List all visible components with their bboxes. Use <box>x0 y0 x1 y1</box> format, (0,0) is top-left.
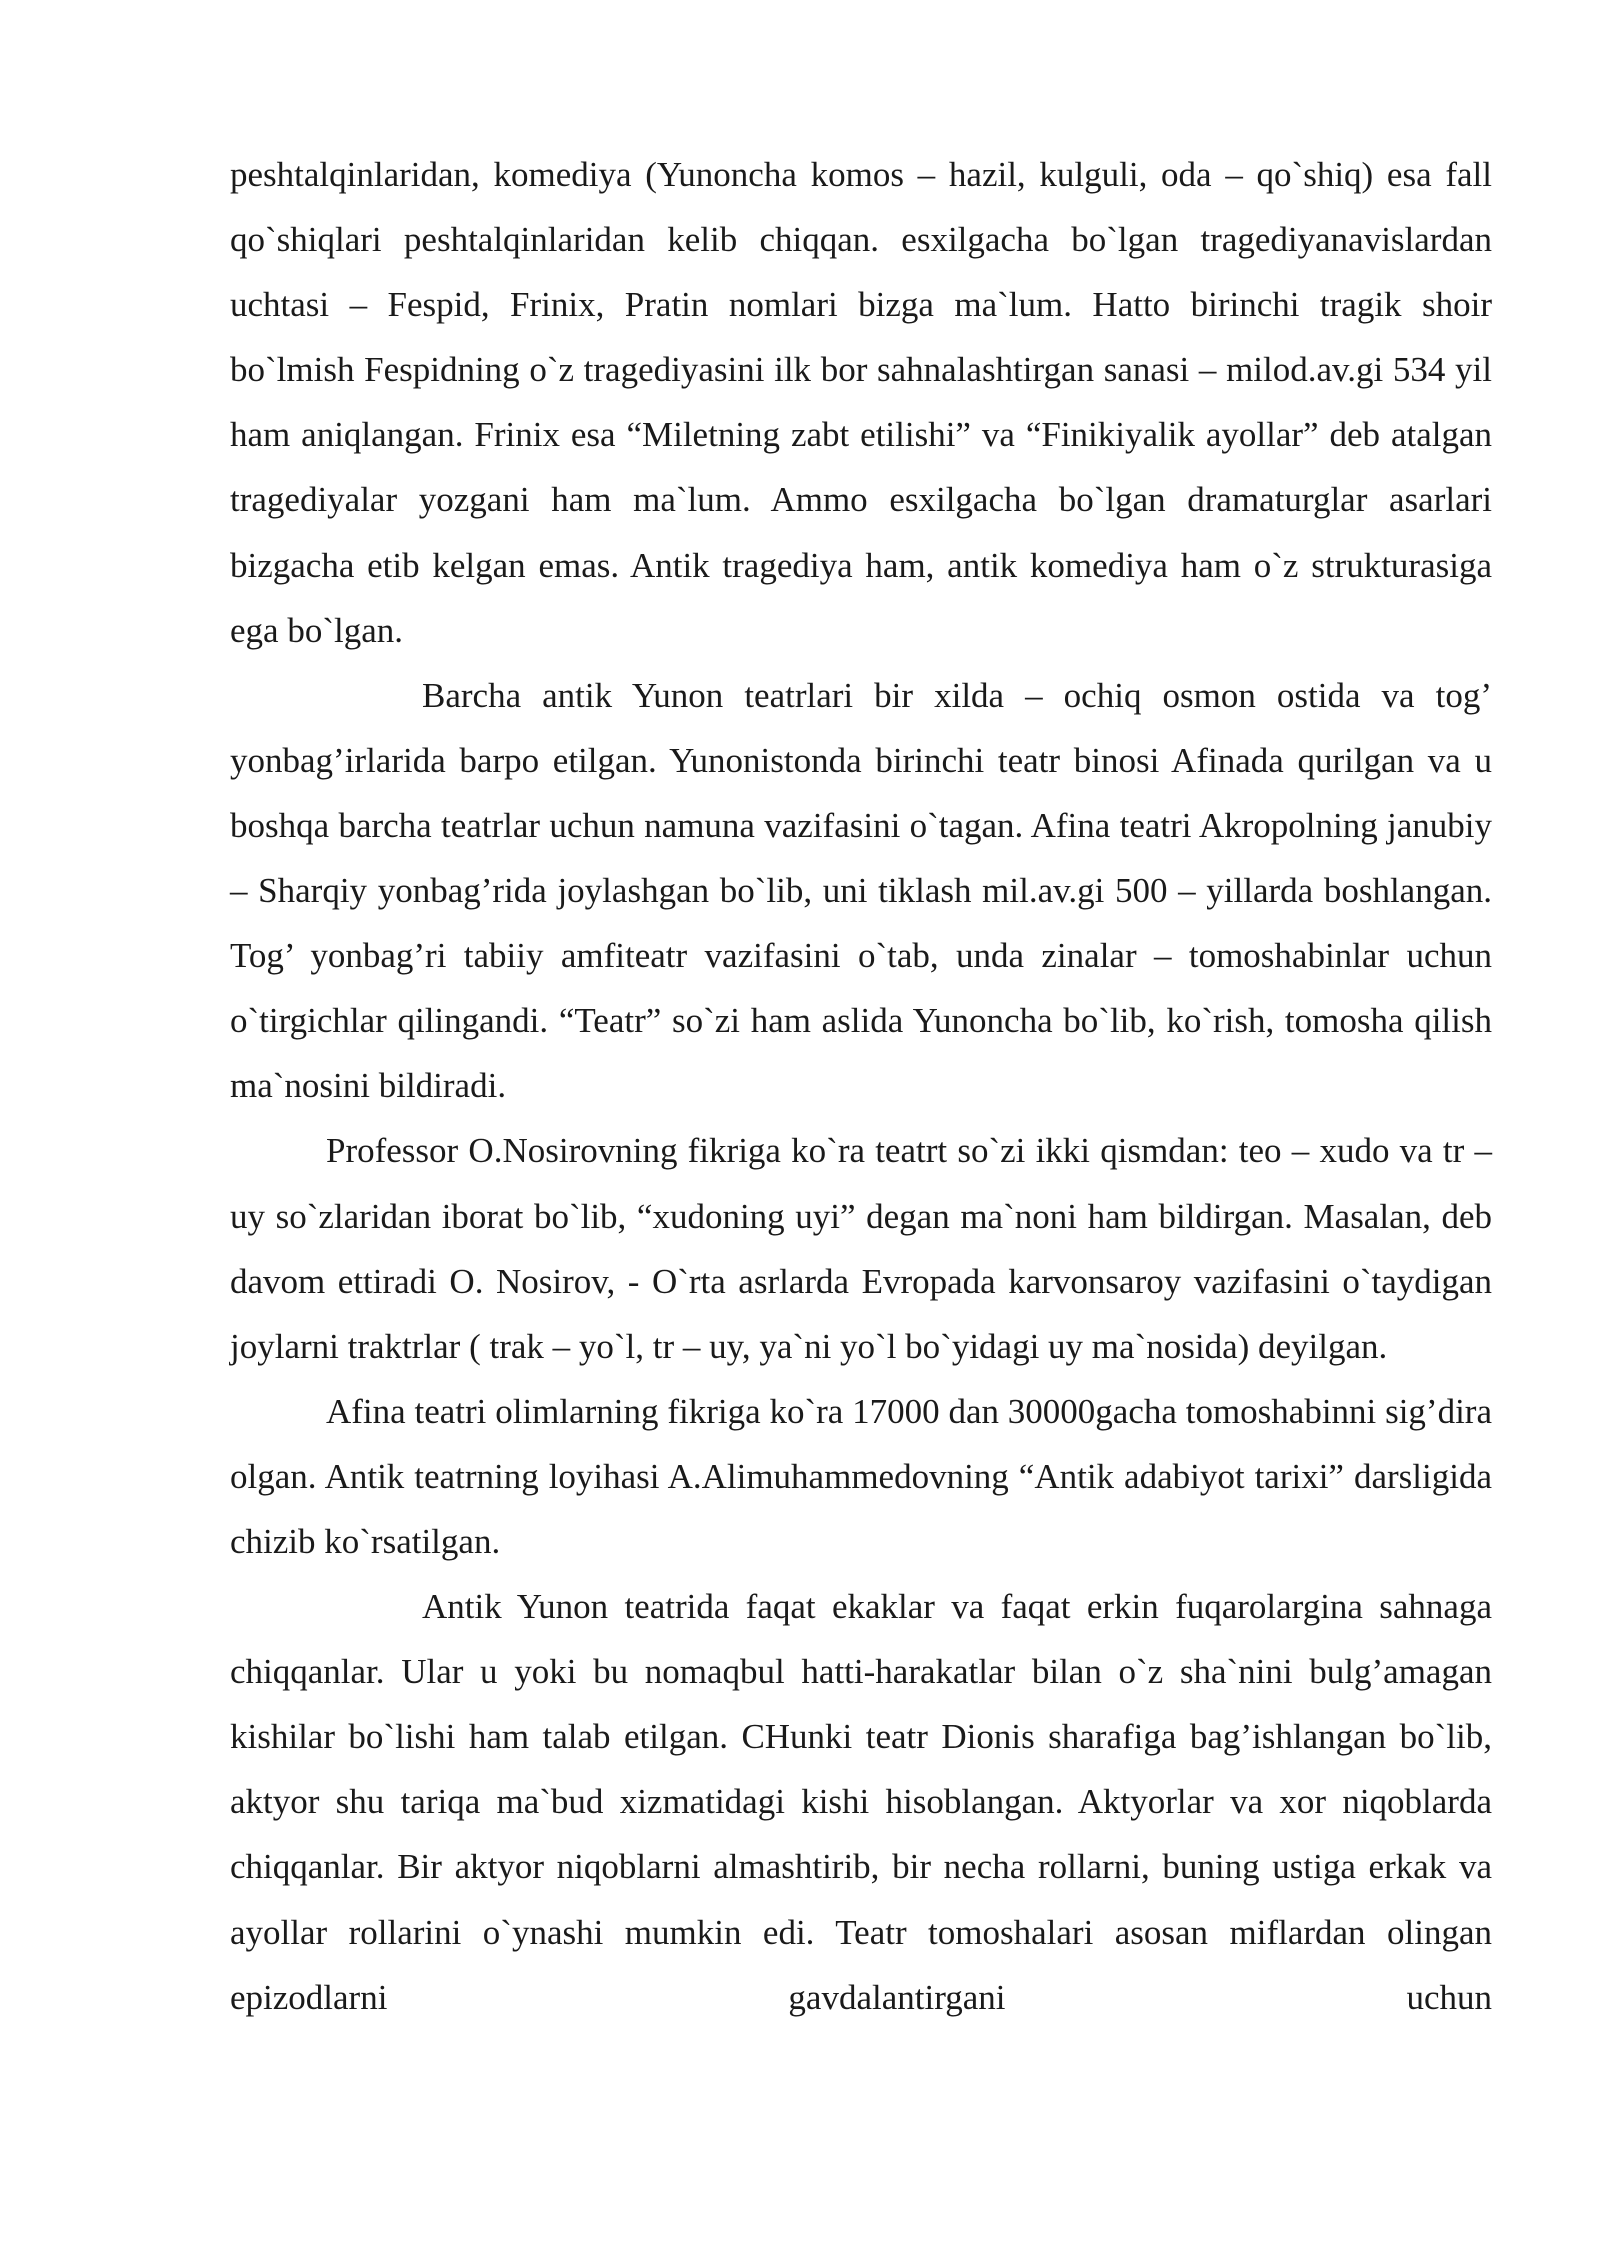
document-body <box>230 142 1492 2030</box>
paragraph-greek-theatres: Barcha antik Yunon teatrlari bir xilda – ochiq osmon ostida va tog’ yonbag’irlarida barpo etilgan. Yunonistonda birinchi teatr binosi Afinada qurilgan va u boshqa barcha teatrlar uchun namuna vazifasini o`tagan. Afina teatri Akropolning janubiy – Sharqiy yonbag’rida joylashgan bo`lib, uni tiklash mil.av.gi 500 – yillarda boshlangan. Tog’ yonbag’ri tabiiy amfiteatr vazifasini o`tab, unda zinalar – tomoshabinlar uchun o`tirgichlar qilingandi. “Teatr” so`zi ham aslida Yunoncha bo`lib, ko`rish, tomosha qilish ma`nosini bildiradi. <box>230 675 1492 1106</box>
paragraph-actors: Antik Yunon teatrida faqat ekaklar va faqat erkin fuqarolargina sahnaga chiqqanlar. Ular u yoki bu nomaqbul hatti-harakatlar bilan o`z sha`nini bulg’amagan kishilar bo`lishi ham talab etilgan. CHunki teatr Dionis sharafiga bag’ishlangan bo`lib, aktyor shu tariqa ma`bud xizmatidagi kishi hisoblangan. Aktyorlar va xor niqoblarda chiqqanlar. Bir aktyor niqoblarni almashtirib, bir necha rollarni, buning ustiga erkak va ayollar rollarini o`ynashi mumkin edi. Teatr tomoshalari asosan miflardan olingan epizodlarni gavdalantirgani uchun <box>230 1587 1492 2017</box>
paragraph-athens-capacity: Afina teatri olimlarning fikriga ko`ra 17000 dan 30000gacha tomoshabinni sig’dira olgan. Antik teatrning loyihasi A.Alimuhammedovning “Antik adabiyot tarixi” darsligida chizib ko`rsatilgan. <box>230 1391 1492 1561</box>
paragraph-comedy-origins: peshtalqinlaridan, komediya (Yunoncha komos – hazil, kulguli, oda – qo`shiq) esa fall qo`shiqlari peshtalqinlaridan kelib chiqqan. esxilgacha bo`lgan tragediyanavislardan uchtasi – Fespid, Frinix, Pratin nomlari bizga ma`lum. Hatto birinchi tragik shoir bo`lmish Fespidning o`z tragediyasini ilk bor sahnalashtirgan sanasi – milod.av.gi 534 yil ham aniqlangan. Frinix esa “Miletning zabt etilishi” va “Finikiyalik ayollar” deb atalgan tragediyalar yozgani ham ma`lum. Ammo esxilgacha bo`lgan dramaturglar asarlari bizgacha etib kelgan emas. Antik tragediya ham, antik komediya ham o`z strukturasiga ega bo`lgan. <box>230 155 1492 650</box>
paragraph-theatre-etymology: Professor O.Nosirovning fikriga ko`ra teatrt so`zi ikki qismdan: teo – xudo va tr – uy so`zlaridan iborat bo`lib, “xudoning uyi” degan ma`noni ham bildirgan. Masalan, deb davom ettiradi O. Nosirov, - O`rta asrlarda Evropada karvonsaroy vazifasini o`taydigan joylarni traktrlar ( trak – yo`l, tr – uy, ya`ni yo`l bo`yidagi uy ma`nosida) deyilgan. <box>230 1131 1492 1366</box>
